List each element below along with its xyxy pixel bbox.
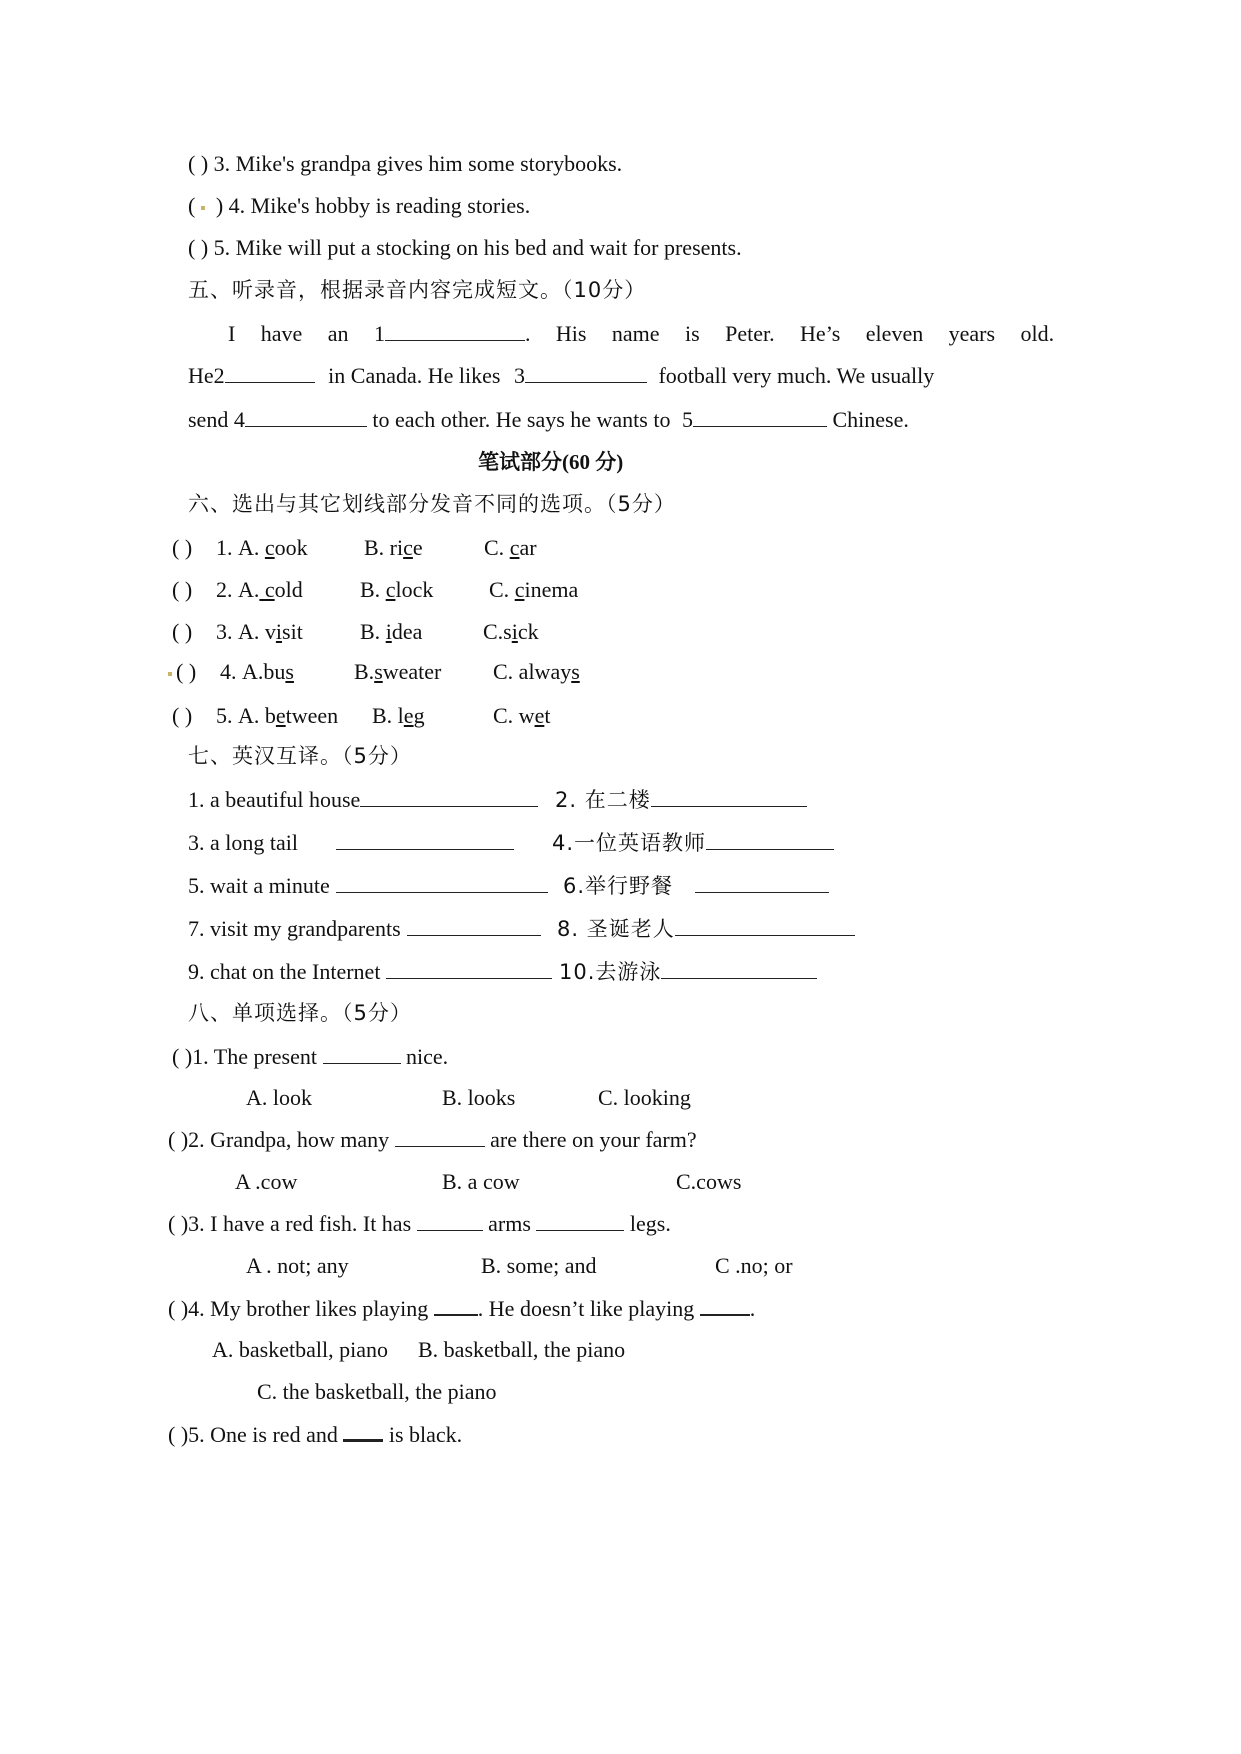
cloze-line-3 [188,406,909,434]
translation-row [557,915,855,943]
option-text: ar [519,535,537,560]
underlined-letter: c [514,577,525,602]
answer-paren[interactable]: ( ) [172,1044,193,1069]
option-a[interactable]: A . not; any [246,1253,349,1278]
option-text: g [413,703,425,728]
translation-prompt: 2. 在二楼 [555,788,651,812]
option-a[interactable]: A. basketball, piano [212,1337,388,1362]
option-a[interactable] [238,534,308,562]
translation-prompt: 10.去游泳 [559,960,662,984]
option-text: A.bu [242,659,286,684]
word: . His [524,321,587,346]
blank-4[interactable] [188,407,367,432]
translation-row [188,786,538,814]
answer-paren[interactable]: ( ) [168,1296,189,1321]
option-b[interactable]: B. basketball, the piano [418,1337,626,1362]
text: football very much. We usually [658,363,935,388]
translation-row [188,872,548,900]
mc-question-3 [168,1210,671,1238]
blank-2[interactable] [188,363,315,388]
blank-number: 1 [373,321,385,346]
option-text: old [274,577,303,602]
option-c[interactable]: C. looking [598,1085,691,1110]
option-text: B. ri [364,535,404,560]
item-text: 5. Mike will put a stocking on his bed and wait for presents. [213,235,742,260]
cloze-line-1 [188,320,1054,348]
option-c[interactable] [483,618,539,646]
underlined-letter: e [403,703,414,728]
word: Peter. [725,321,775,346]
option-c[interactable] [489,576,578,604]
option-b[interactable] [372,702,425,730]
blank-label: He2 [188,363,225,388]
option-text: dea [391,619,423,644]
option-b[interactable] [360,576,433,604]
word: years [948,321,996,346]
question-text: nice. [406,1044,449,1069]
word: have [260,321,303,346]
question-blank [343,1419,383,1442]
option-c[interactable] [493,658,580,686]
underlined-letter: s [571,659,580,684]
translation-row [555,786,807,814]
option-c[interactable]: C. the basketball, the piano [257,1379,497,1404]
option-b[interactable] [360,618,422,646]
answer-blank[interactable] [675,915,855,936]
true-false-item-5 [188,234,742,262]
answer-paren[interactable]: ( ) [176,659,197,684]
option-c[interactable]: C .no; or [715,1253,793,1278]
option-text: C. w [493,703,535,728]
option-text: A. v [238,619,276,644]
option-text: lock [395,577,434,602]
answer-paren[interactable]: ( ) [188,193,224,218]
option-b[interactable]: B. some; and [481,1253,597,1278]
true-false-item-3 [188,150,622,178]
option-a[interactable] [238,702,338,730]
blank-label: send 4 [188,407,245,432]
option-a[interactable] [238,576,303,604]
underlined-letter: i [275,619,283,644]
mc-question-1 [172,1043,448,1071]
option-text: t [544,703,551,728]
translation-prompt: 3. a long tail [188,830,298,855]
item-number: 4. [220,659,237,684]
translation-prompt: 6.举行野餐 [563,874,674,898]
section6-heading: 六、选出与其它划线部分发音不同的选项。（5分） [188,492,676,516]
word: eleven [865,321,924,346]
translation-row [559,958,817,986]
option-text: tween [285,703,339,728]
text: to each other. He says he wants to [372,407,671,432]
question-blank [700,1294,750,1316]
written-part-title: 笔试部分(60 分) [478,450,624,474]
option-text: C. alway [493,659,572,684]
option-text: C. [489,577,515,602]
option-b[interactable] [354,658,441,686]
underlined-letter: s [374,659,383,684]
question-text: are there on your farm? [490,1127,697,1152]
translation-row [188,829,514,857]
underlined-letter: c [259,577,275,602]
option-a[interactable]: A. look [246,1085,312,1110]
answer-blank[interactable] [360,786,538,807]
answer-paren[interactable]: ( ) [168,1127,189,1152]
option-text: B. [360,577,386,602]
option-text: C.s [483,619,512,644]
option-text: A. b [238,703,276,728]
underlined-letter: e [275,703,286,728]
translation-row [188,958,552,986]
option-text: ook [274,535,308,560]
option-c[interactable] [493,702,550,730]
blank-1[interactable] [374,321,525,346]
option-text: C. [484,535,510,560]
option-c[interactable] [484,534,537,562]
answer-blank[interactable] [695,872,829,893]
question-text: is black. [388,1422,463,1447]
answer-paren[interactable]: ( ) [172,577,193,602]
option-text: weater [382,659,442,684]
item-text: 3. Mike's grandpa gives him some storybooks. [213,151,623,176]
mc-question-2 [168,1126,697,1154]
translation-row [552,829,834,857]
question-text: . He doesn’t like playing [477,1296,695,1321]
mc-question-4 [168,1294,755,1323]
option-b[interactable]: B. looks [442,1085,516,1110]
underlined-letter: i [385,619,392,644]
question-text: arms [488,1211,531,1236]
answer-blank[interactable] [336,872,548,893]
blank-3[interactable] [514,363,647,388]
cloze-line-2 [188,362,934,390]
translation-prompt: 9. chat on the Internet [188,959,381,984]
translation-prompt: 8. 圣诞老人 [557,917,675,941]
answer-paren[interactable]: ( ) [172,535,193,560]
translation-row [188,915,541,943]
answer-paren[interactable]: ( ) [168,1211,189,1236]
translation-prompt: 1. a beautiful house [188,787,361,812]
option-c[interactable]: C.cows [676,1169,742,1194]
question-blank [323,1043,401,1064]
section5-heading: 五、听录音，根据录音内容完成短文。（10分） [188,278,647,302]
question-blank [417,1210,483,1231]
option-text: inema [524,577,579,602]
question-text: 5. One is red and [188,1422,338,1447]
translation-row [563,872,829,900]
question-blank [434,1294,478,1316]
true-false-item-4 [188,192,530,220]
item-number: 2. [216,577,233,602]
question-text: 1. The present [192,1044,317,1069]
answer-blank[interactable] [336,829,514,850]
underlined-letter: c [264,535,275,560]
underlined-letter: s [285,659,294,684]
underlined-letter: c [385,577,396,602]
question-text: 3. I have a red fish. It has [188,1211,412,1236]
translation-prompt: 5. wait a minute [188,873,330,898]
option-b[interactable]: B. a cow [442,1169,520,1194]
word: He’s [800,321,841,346]
option-text: A. [238,577,260,602]
item-number: 1. [216,535,233,560]
option-text: B. l [372,703,404,728]
word: an [327,321,349,346]
option-text: e [412,535,423,560]
item-text: 4. Mike's hobby is reading stories. [228,193,531,218]
item-number: 3. [216,619,233,644]
word: name [611,321,660,346]
answer-blank[interactable] [661,958,817,979]
option-text: ck [517,619,539,644]
question-text: legs. [629,1211,671,1236]
question-text: . [749,1296,756,1321]
section8-heading: 八、单项选择。（5分） [188,1001,412,1025]
question-blank [395,1126,485,1147]
underlined-letter: c [509,535,520,560]
stray-mark [168,672,172,676]
option-text: sit [282,619,303,644]
text: in Canada. He likes [328,363,501,388]
blank-number: 5 [681,407,693,432]
answer-paren[interactable]: ( ) [172,619,193,644]
option-text: A. [238,535,265,560]
word: old. [1020,321,1055,346]
answer-blank[interactable] [407,915,541,936]
stray-mark [201,206,205,210]
mc-question-5 [168,1419,462,1449]
answer-paren[interactable]: ( ) [172,703,193,728]
underlined-letter: i [511,619,518,644]
option-a[interactable] [242,658,294,686]
answer-paren[interactable]: ( ) [168,1422,189,1447]
blank-number: 3 [513,363,525,388]
underlined-letter: e [534,703,545,728]
question-text: 2. Grandpa, how many [188,1127,390,1152]
text: Chinese. [832,407,909,432]
item-number: 5. [216,703,233,728]
translation-prompt: 7. visit my grandparents [188,916,401,941]
section7-heading: 七、英汉互译。（5分） [188,744,412,768]
answer-paren[interactable]: ( ) [188,235,209,260]
option-text: B. [354,659,375,684]
question-blank [536,1210,624,1231]
option-a[interactable] [238,618,303,646]
answer-blank[interactable] [651,786,807,807]
word: is [684,321,700,346]
answer-blank[interactable] [706,829,834,850]
blank-5[interactable] [682,407,827,432]
underlined-letter: c [403,535,413,560]
word: I [228,321,236,346]
translation-prompt: 4.一位英语教师 [552,831,707,855]
option-text: B. [360,619,386,644]
option-a[interactable]: A .cow [235,1169,298,1194]
option-b[interactable] [364,534,423,562]
answer-paren[interactable]: ( ) [188,151,209,176]
answer-blank[interactable] [386,958,552,979]
question-text: 4. My brother likes playing [188,1296,429,1321]
